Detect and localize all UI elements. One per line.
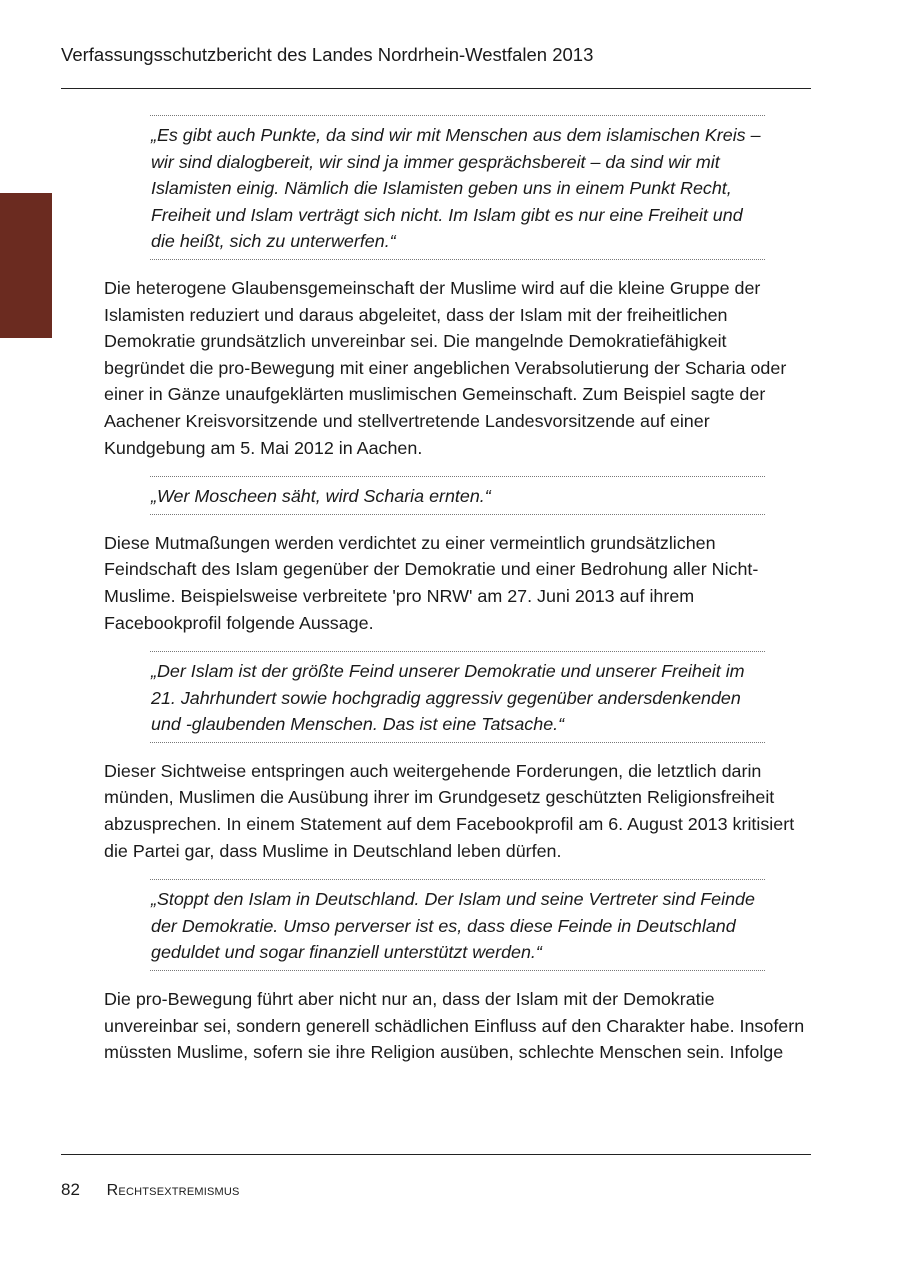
- paragraph-3: Dieser Sichtweise entspringen auch weitergehende Forderungen, die letztlich darin münden, Muslimen die Ausübung ihrer im Grundgesetz geschützten Religionsfreiheit abzusprechen. In einem Statement auf dem Facebookprofil am 6. August 2013 kritisiert die Partei gar, dass Muslime in Deutschland leben dürfen.: [104, 760, 795, 861]
- footer-divider: [61, 1154, 811, 1155]
- quote-block-3: „Der Islam ist der größte Feind unserer Demokratie und unserer Freiheit im 21. Jahrhundert sowie hochgradig aggressiv gegenüber andersdenkenden und -glaubenden Menschen. Das ist eine Tatsache.“: [150, 651, 765, 743]
- paragraph-4: Die pro-Bewegung führt aber nicht nur an, dass der Islam mit der Demokratie unvereinbar sei, sondern generell schädlichen Einfluss auf den Charakter habe. Insofern müssten Muslime, sofern sie ihre Religion ausüben, schlechte Menschen sein. Infolge: [104, 989, 805, 1063]
- quote-block-4: „Stoppt den Islam in Deutschland. Der Islam und seine Vertreter sind Feinde der Demokratie. Umso perverser ist es, dass diese Feinde in Deutschland geduldet und sogar finanziell unterstützt werden.“: [150, 879, 765, 971]
- footer-section-title: Rechtsextremismus: [106, 1182, 240, 1199]
- header-divider: [61, 88, 811, 89]
- page-footer: [61, 1180, 240, 1200]
- page-body: [104, 115, 812, 1081]
- quote-block-1: „Es gibt auch Punkte, da sind wir mit Menschen aus dem islamischen Kreis – wir sind dialogbereit, wir sind ja immer gesprächsbereit – da sind wir mit Islamisten einig. Nämlich die Islamisten geben uns in einem Punkt Recht, Freiheit und Islam verträgt sich nicht. Im Islam gibt es nur eine Freiheit und die heißt, sich zu unterwerfen.“: [150, 115, 765, 260]
- paragraph-2: Diese Mutmaßungen werden verdichtet zu einer vermeintlich grundsätzlichen Feindschaft des Islam gegenüber der Demokratie und einer Bedrohung aller Nicht-Muslime. Beispielsweise verbreitete 'pro NRW' am 27. Juni 2013 auf ihrem Facebookprofil folgende Aussage.: [104, 532, 759, 633]
- page-number: 82: [61, 1180, 80, 1199]
- page-header-title: Verfassungsschutzbericht des Landes Nordrhein-Westfalen 2013: [61, 44, 594, 65]
- quote-block-2: „Wer Moscheen säht, wird Scharia ernten.“: [150, 476, 765, 515]
- paragraph-1: Die heterogene Glaubensgemeinschaft der Muslime wird auf die kleine Gruppe der Islamisten reduziert und daraus abgeleitet, dass der Islam mit der freiheitlichen Demokratie grundsätzlich unvereinbar sei. Die mangelnde Demokratiefähigkeit begründet die pro-Bewegung mit einer angeblichen Verabsolutierung der Scharia oder einer in Gänze unaufgeklärten muslimischen Gemeinschaft. Zum Beispiel sagte der Aachener Kreisvorsitzende und stellvertretende Landesvorsitzende auf einer Kundgebung am 5. Mai 2012 in Aachen.: [104, 277, 787, 458]
- chapter-side-tab: [0, 193, 52, 338]
